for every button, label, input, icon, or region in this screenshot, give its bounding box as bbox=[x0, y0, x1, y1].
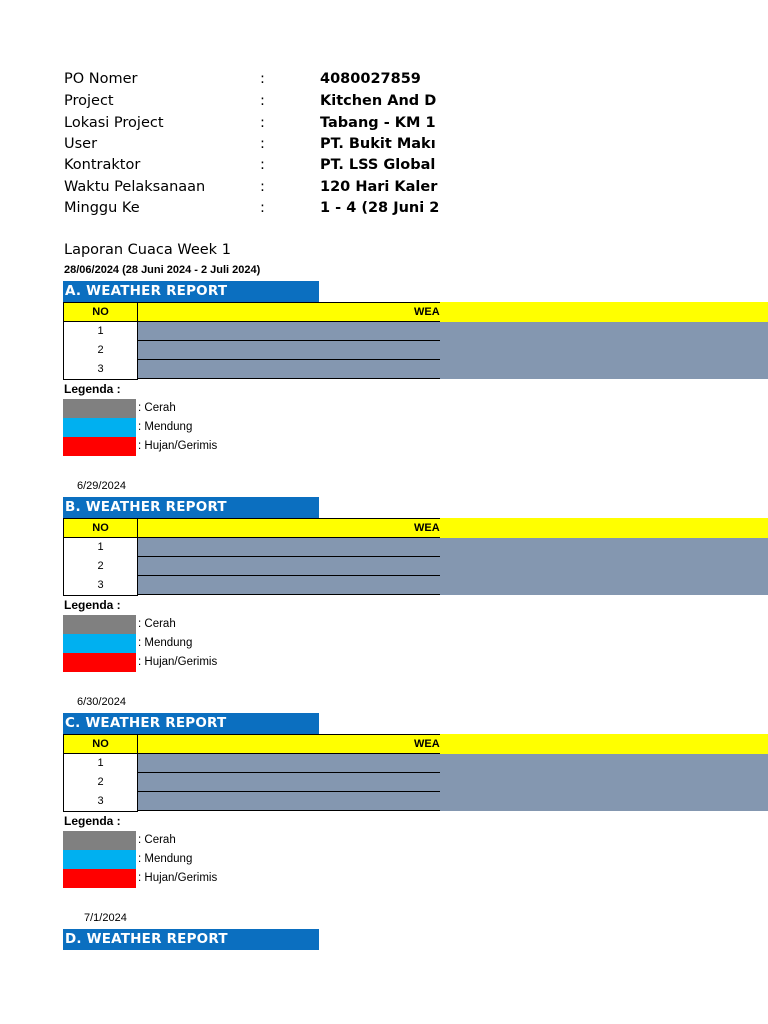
info-colon: : bbox=[260, 136, 265, 152]
weather-cell[interactable] bbox=[138, 322, 768, 341]
info-value: PT. LSS Global bbox=[320, 157, 436, 173]
info-colon: : bbox=[260, 115, 265, 131]
info-label: Project bbox=[64, 93, 114, 109]
legend-item-hujan bbox=[63, 437, 363, 456]
info-value: 1 - 4 (28 Juni 2 bbox=[320, 200, 440, 216]
info-colon: : bbox=[260, 71, 265, 87]
legend-label: : Hujan/Gerimis bbox=[138, 872, 218, 884]
info-value: 4080027859 bbox=[320, 71, 421, 87]
weather-cell[interactable] bbox=[138, 360, 768, 379]
table-row bbox=[63, 773, 768, 792]
table-row bbox=[63, 557, 768, 576]
legend-label: : Hujan/Gerimis bbox=[138, 656, 218, 668]
row-number: 1 bbox=[63, 754, 138, 774]
mendung-swatch bbox=[63, 418, 136, 437]
weather-report-section-b bbox=[0, 497, 768, 677]
info-colon: : bbox=[260, 93, 265, 109]
legend-title: Legenda : bbox=[64, 382, 121, 396]
row-number: 2 bbox=[63, 341, 138, 361]
weather-cell[interactable] bbox=[138, 538, 768, 557]
legend-item-cerah bbox=[63, 399, 363, 418]
legend-label: : Cerah bbox=[138, 402, 176, 414]
info-label: Waktu Pelaksanaan bbox=[64, 179, 206, 195]
hujan-swatch bbox=[63, 869, 136, 888]
info-value: PT. Bukit Makı bbox=[320, 136, 436, 152]
cerah-swatch bbox=[63, 831, 136, 850]
weather-cell[interactable] bbox=[138, 773, 768, 792]
info-label: Lokasi Project bbox=[64, 115, 164, 131]
mendung-swatch bbox=[63, 634, 136, 653]
weather-cell[interactable] bbox=[138, 341, 768, 360]
weather-column-header bbox=[138, 518, 440, 538]
section-title: C. WEATHER REPORT bbox=[63, 713, 319, 734]
legend-title: Legenda : bbox=[64, 598, 121, 612]
legend-item-cerah bbox=[63, 615, 363, 634]
row-number: 3 bbox=[63, 360, 138, 380]
info-value: Kitchen And D bbox=[320, 93, 437, 109]
table-row bbox=[63, 576, 768, 595]
section-title: B. WEATHER REPORT bbox=[63, 497, 319, 518]
weather-cell[interactable] bbox=[138, 754, 768, 773]
section-title: A. WEATHER REPORT bbox=[63, 281, 319, 302]
legend-label: : Mendung bbox=[138, 853, 193, 865]
no-column-header: NO bbox=[63, 518, 138, 538]
no-column-header: NO bbox=[63, 302, 138, 322]
cerah-swatch bbox=[63, 615, 136, 634]
legend-label: : Hujan/Gerimis bbox=[138, 440, 218, 452]
weather-column-header bbox=[138, 734, 440, 754]
row-number: 3 bbox=[63, 792, 138, 812]
hujan-swatch bbox=[63, 653, 136, 672]
info-label: Minggu Ke bbox=[64, 200, 140, 216]
legend-item-hujan bbox=[63, 653, 363, 672]
table-row bbox=[63, 341, 768, 360]
legend-label: : Cerah bbox=[138, 618, 176, 630]
weather-report-section-c bbox=[0, 713, 768, 893]
weather-cell[interactable] bbox=[138, 792, 768, 811]
info-value: Tabang - KM 1 bbox=[320, 115, 436, 131]
info-value: 120 Hari Kaler bbox=[320, 179, 438, 195]
row-number: 2 bbox=[63, 557, 138, 577]
row-divider bbox=[138, 594, 440, 595]
info-label: Kontraktor bbox=[64, 157, 141, 173]
section-date: 6/30/2024 bbox=[77, 696, 126, 708]
weather-header-text: WEA bbox=[414, 522, 440, 534]
info-colon: : bbox=[260, 157, 265, 173]
section-date: 6/29/2024 bbox=[77, 480, 126, 492]
row-number: 1 bbox=[63, 322, 138, 342]
legend-item-mendung bbox=[63, 634, 363, 653]
row-divider bbox=[138, 810, 440, 811]
info-colon: : bbox=[260, 200, 265, 216]
table-row bbox=[63, 538, 768, 557]
row-number: 1 bbox=[63, 538, 138, 558]
legend-item-cerah bbox=[63, 831, 363, 850]
weather-report-section-d bbox=[0, 929, 768, 959]
section-title: D. WEATHER REPORT bbox=[63, 929, 319, 950]
mendung-swatch bbox=[63, 850, 136, 869]
table-row bbox=[63, 322, 768, 341]
hujan-swatch bbox=[63, 437, 136, 456]
legend-label: : Mendung bbox=[138, 421, 193, 433]
cerah-swatch bbox=[63, 399, 136, 418]
section-date: 7/1/2024 bbox=[84, 912, 127, 924]
legend-label: : Mendung bbox=[138, 637, 193, 649]
table-row bbox=[63, 754, 768, 773]
row-number: 3 bbox=[63, 576, 138, 596]
weather-cell[interactable] bbox=[138, 557, 768, 576]
legend-title: Legenda : bbox=[64, 814, 121, 828]
legend-item-mendung bbox=[63, 418, 363, 437]
row-divider bbox=[138, 378, 440, 379]
table-row bbox=[63, 360, 768, 379]
weather-cell[interactable] bbox=[138, 576, 768, 595]
report-title: Laporan Cuaca Week 1 bbox=[64, 242, 231, 258]
weather-header-text: WEA bbox=[414, 306, 440, 318]
row-number: 2 bbox=[63, 773, 138, 793]
info-label: User bbox=[64, 136, 98, 152]
info-colon: : bbox=[260, 179, 265, 195]
legend-label: : Cerah bbox=[138, 834, 176, 846]
no-column-header: NO bbox=[63, 734, 138, 754]
table-row bbox=[63, 792, 768, 811]
weather-report-section-a bbox=[0, 281, 768, 461]
weather-header-text: WEA bbox=[414, 738, 440, 750]
legend-item-mendung bbox=[63, 850, 363, 869]
legend-item-hujan bbox=[63, 869, 363, 888]
info-label: PO Nomer bbox=[64, 71, 138, 87]
report-period: 28/06/2024 (28 Juni 2024 - 2 Juli 2024) bbox=[64, 264, 261, 276]
weather-column-header bbox=[138, 302, 440, 322]
